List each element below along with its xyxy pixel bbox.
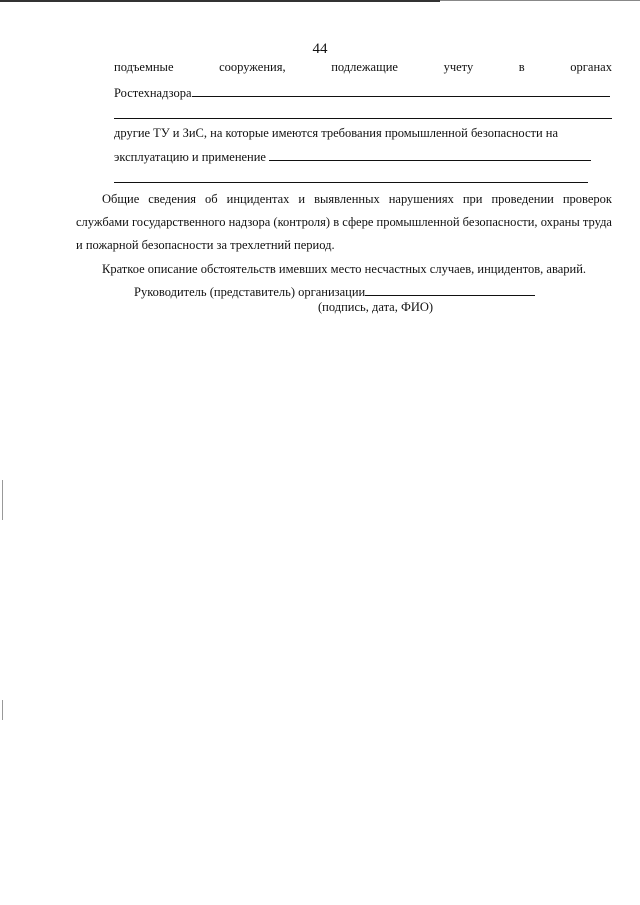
rostekhnadzor-fill-field[interactable]: [192, 85, 610, 97]
word: органах: [570, 60, 612, 74]
signature-caption: (подпись, дата, ФИО): [318, 300, 434, 314]
exploitation-line: [114, 149, 591, 165]
word: подъемные: [114, 60, 174, 74]
rostekhnadzor-label: Ростехнадзора: [114, 86, 192, 100]
signature-line: [134, 284, 535, 300]
scan-top-rule-faint: [440, 0, 640, 1]
incidents-paragraph: Общие сведения об инцидентах и выявленных нарушениях при проведении проверок службами государственного надзора (контроля) в сфере промышленной безопасности, охраны труда и пожарной безопасности за трехлетний период.: [76, 192, 612, 252]
other-tu-line: другие ТУ и ЗиС, на которые имеются требования промышленной безопасности на: [114, 126, 559, 140]
exploitation-fill-field[interactable]: [269, 149, 591, 161]
blank-fill-line[interactable]: [114, 182, 588, 183]
word: подлежащие: [331, 60, 398, 74]
scan-top-rule: [0, 0, 440, 2]
word: в: [518, 60, 525, 74]
blank-fill-line[interactable]: [114, 118, 612, 119]
scan-edge-mark: [2, 700, 3, 720]
signature-label: Руководитель (представитель) организации: [134, 285, 366, 299]
scan-edge-mark: [2, 480, 3, 520]
signature-fill-field[interactable]: [365, 284, 535, 296]
page-number: 44: [312, 41, 328, 57]
rostekhnadzor-line: [114, 85, 610, 101]
exploitation-label: эксплуатацию и применение: [114, 150, 266, 164]
word: сооружения,: [219, 60, 286, 74]
word: учету: [443, 60, 474, 74]
lifting-structures-line: [114, 59, 612, 75]
accidents-paragraph: Краткое описание обстоятельств имевших место несчастных случаев, инцидентов, аварий.: [102, 262, 587, 276]
